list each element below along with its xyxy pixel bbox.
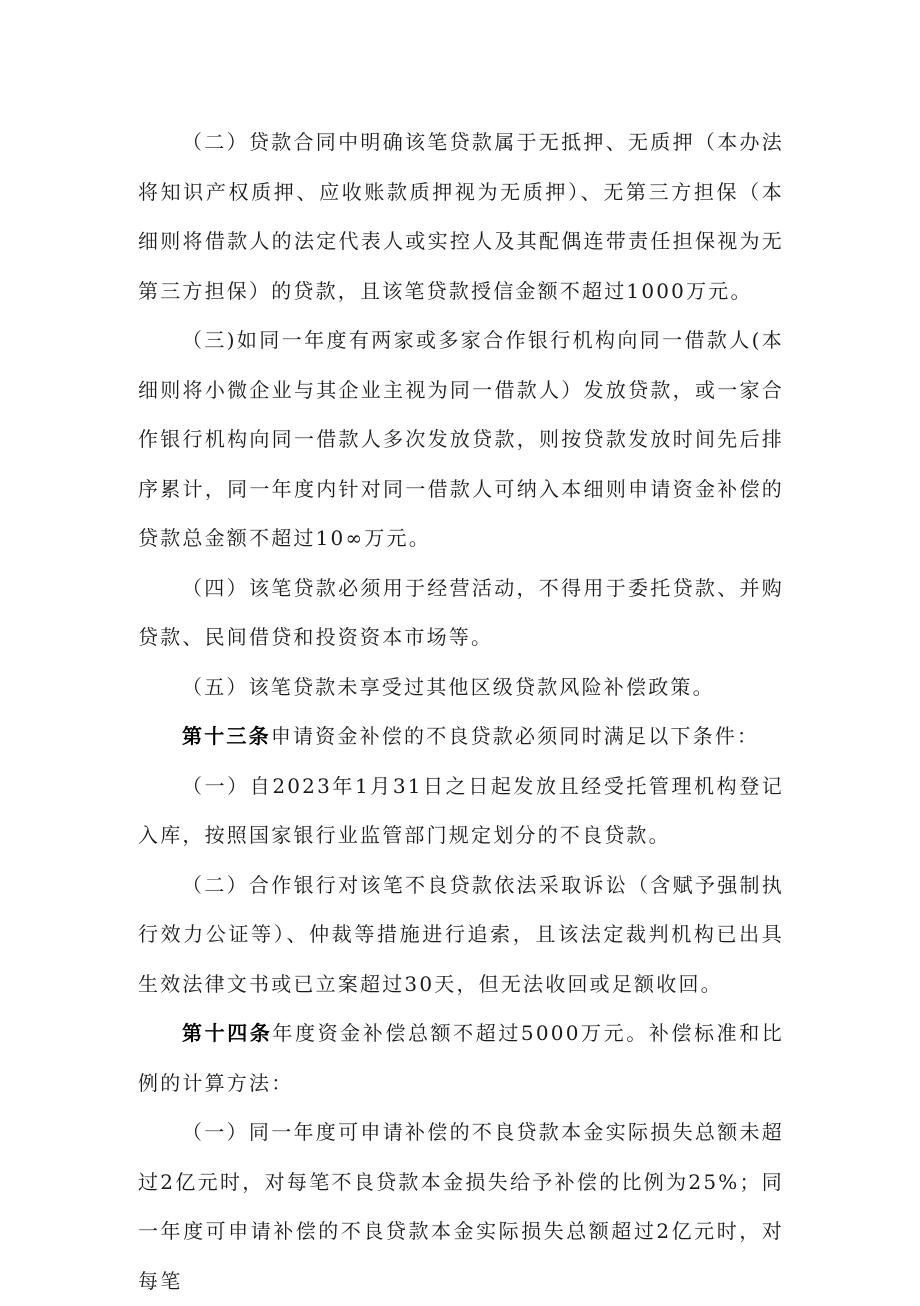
article-heading: 第十四条 (182, 1021, 273, 1045)
paragraph-item-2-litigation (138, 861, 784, 1010)
paragraph-text: （三)如同一年度有两家或多家合作银行机构向同一借款人(本细则将小微企业与其企业主视为同一借款人）发放贷款，或一家合作银行机构向同一借款人多次发放贷款，则按贷款发放时间先后排序累计，同一年度内针对同一借款人可纳入本细则申请资金补偿的贷款总金额不超过10∞万元。 (138, 328, 784, 550)
paragraph-text: （一）同一年度可申请补偿的不良贷款本金实际损失总额未超过2亿元时，对每笔不良贷款本金损失给予补偿的比例为25%；同一年度可申请补偿的不良贷款本金实际损失总额超过2亿元时，对每笔 (138, 1120, 784, 1293)
paragraph-item-4-usage (138, 564, 784, 663)
paragraph-item-5-no-other-policy (138, 663, 784, 713)
paragraph-text: 申请资金补偿的不良贷款必须同时满足以下条件： (270, 724, 760, 748)
paragraph-text: 年度资金补偿总额不超过5000万元。补偿标准和比例的计算方法： (138, 1021, 784, 1095)
article-13 (138, 712, 784, 762)
paragraph-text: （二）贷款合同中明确该笔贷款属于无抵押、无质押（本办法将知识产权质押、应收账款质押视为无质押）、无第三方担保（本细则将借款人的法定代表人或实控人及其配偶连带责任担保视为无第三方担保）的贷款，且该笔贷款授信金额不超过1000万元。 (138, 130, 784, 303)
paragraph-text: （二）合作银行对该笔不良贷款依法采取诉讼（含赋予强制执行效力公证等）、仲裁等措施进行追索，且该法定裁判机构已出具生效法律文书或已立案超过30天，但无法收回或足额收回。 (138, 872, 784, 996)
paragraph-item-1-compensation-ratio (138, 1108, 784, 1306)
paragraph-item-2-terms (138, 118, 784, 316)
paragraph-text: （五）该笔贷款未享受过其他区级贷款风险补偿政策。 (182, 674, 715, 699)
paragraph-item-1-registration (138, 762, 784, 861)
paragraph-text: （四）该笔贷款必须用于经营活动，不得用于委托贷款、并购贷款、民间借贷和投资资本市场等。 (138, 575, 784, 649)
paragraph-text: （一）自2023年1月31日之日起发放且经受托管理机构登记入库，按照国家银行业监管部门规定划分的不良贷款。 (138, 773, 784, 847)
document-body (138, 118, 784, 1306)
article-14 (138, 1009, 784, 1108)
paragraph-item-3-cumulative-limit (138, 316, 784, 564)
article-heading: 第十三条 (182, 724, 271, 748)
